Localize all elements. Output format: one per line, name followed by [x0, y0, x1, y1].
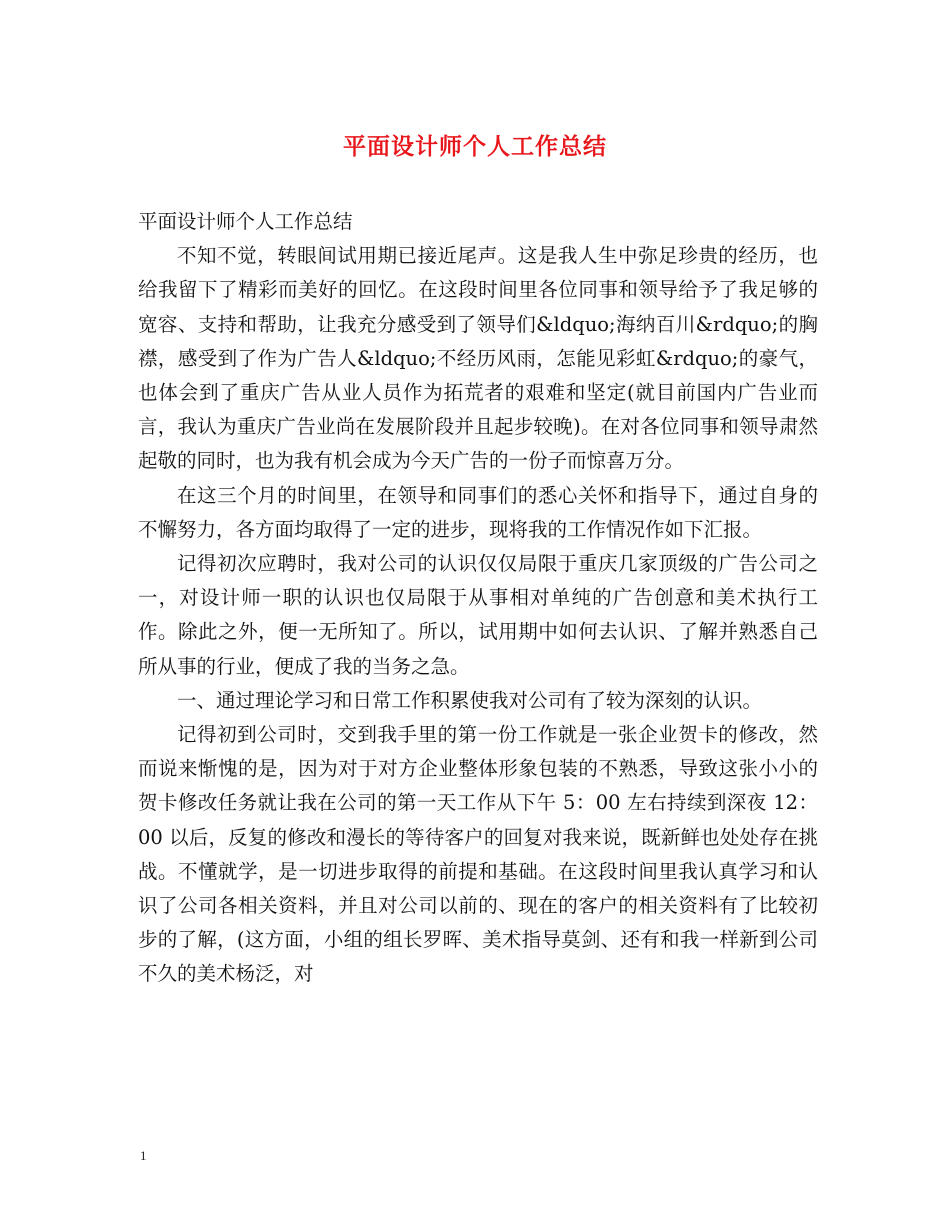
paragraph-intro: 不知不觉，转眼间试用期已接近尾声。这是我人生中弥足珍贵的经历，也给我留下了精彩而美好的回忆。在这段时间里各位同事和领导给予了我足够的宽容、支持和帮助，让我充分感受到了领导们&ldquo;海纳百川&rdquo;的胸襟，感受到了作为广告人&ldquo;不经历风雨，怎能见彩虹&rdquo;的豪气，也体会到了重庆广告从业人员作为拓荒者的艰难和坚定(就目前国内广告业而言，我认为重庆广告业尚在发展阶段并且起步较晚)。在对各位同事和领导肃然起敬的同时，也为我有机会成为今天广告的一份子而惊喜万分。 — [138, 244, 818, 473]
page-number: 1 — [140, 1148, 147, 1163]
document-body — [138, 205, 818, 992]
paragraph-first-task: 记得初到公司时，交到我手里的第一份工作就是一张企业贺卡的修改，然而说来惭愧的是，因为对于对方企业整体形象包装的不熟悉，导致这张小小的贺卡修改任务就让我在公司的第一天工作从下午 5：00 左右持续到深夜 12：00 以后，反复的修改和漫长的等待客户的回复对我来说，既新鲜也处处存在挑战。不懂就学，是一切进步取得的前提和基础。在这段时间里我认真学习和认识了公司各相关资料，并且对公司以前的、现在的客户的相关资料有了比较初步的了解，(这方面，小组的组长罗晖、美术指导莫剑、还有和我一样新到公司不久的美术杨泛，对 — [138, 723, 818, 986]
section-heading-one: 一、通过理论学习和日常工作积累使我对公司有了较为深刻的认识。 — [177, 688, 763, 712]
document-subtitle: 平面设计师个人工作总结 — [138, 210, 353, 233]
paragraph-first-impression: 记得初次应聘时，我对公司的认识仅仅局限于重庆几家顶级的广告公司之一，对设计师一职的认识也仅局限于从事相对单纯的广告创意和美术执行工作。除此之外，便一无所知了。所以，试用期中如何去认识、了解并熟悉自己所从事的行业，便成了我的当务之急。 — [138, 552, 818, 678]
document-title: 平面设计师个人工作总结 — [343, 133, 607, 160]
paragraph-progress: 在这三个月的时间里，在领导和同事们的悉心关怀和指导下，通过自身的不懈努力，各方面均取得了一定的进步，现将我的工作情况作如下汇报。 — [138, 483, 818, 541]
